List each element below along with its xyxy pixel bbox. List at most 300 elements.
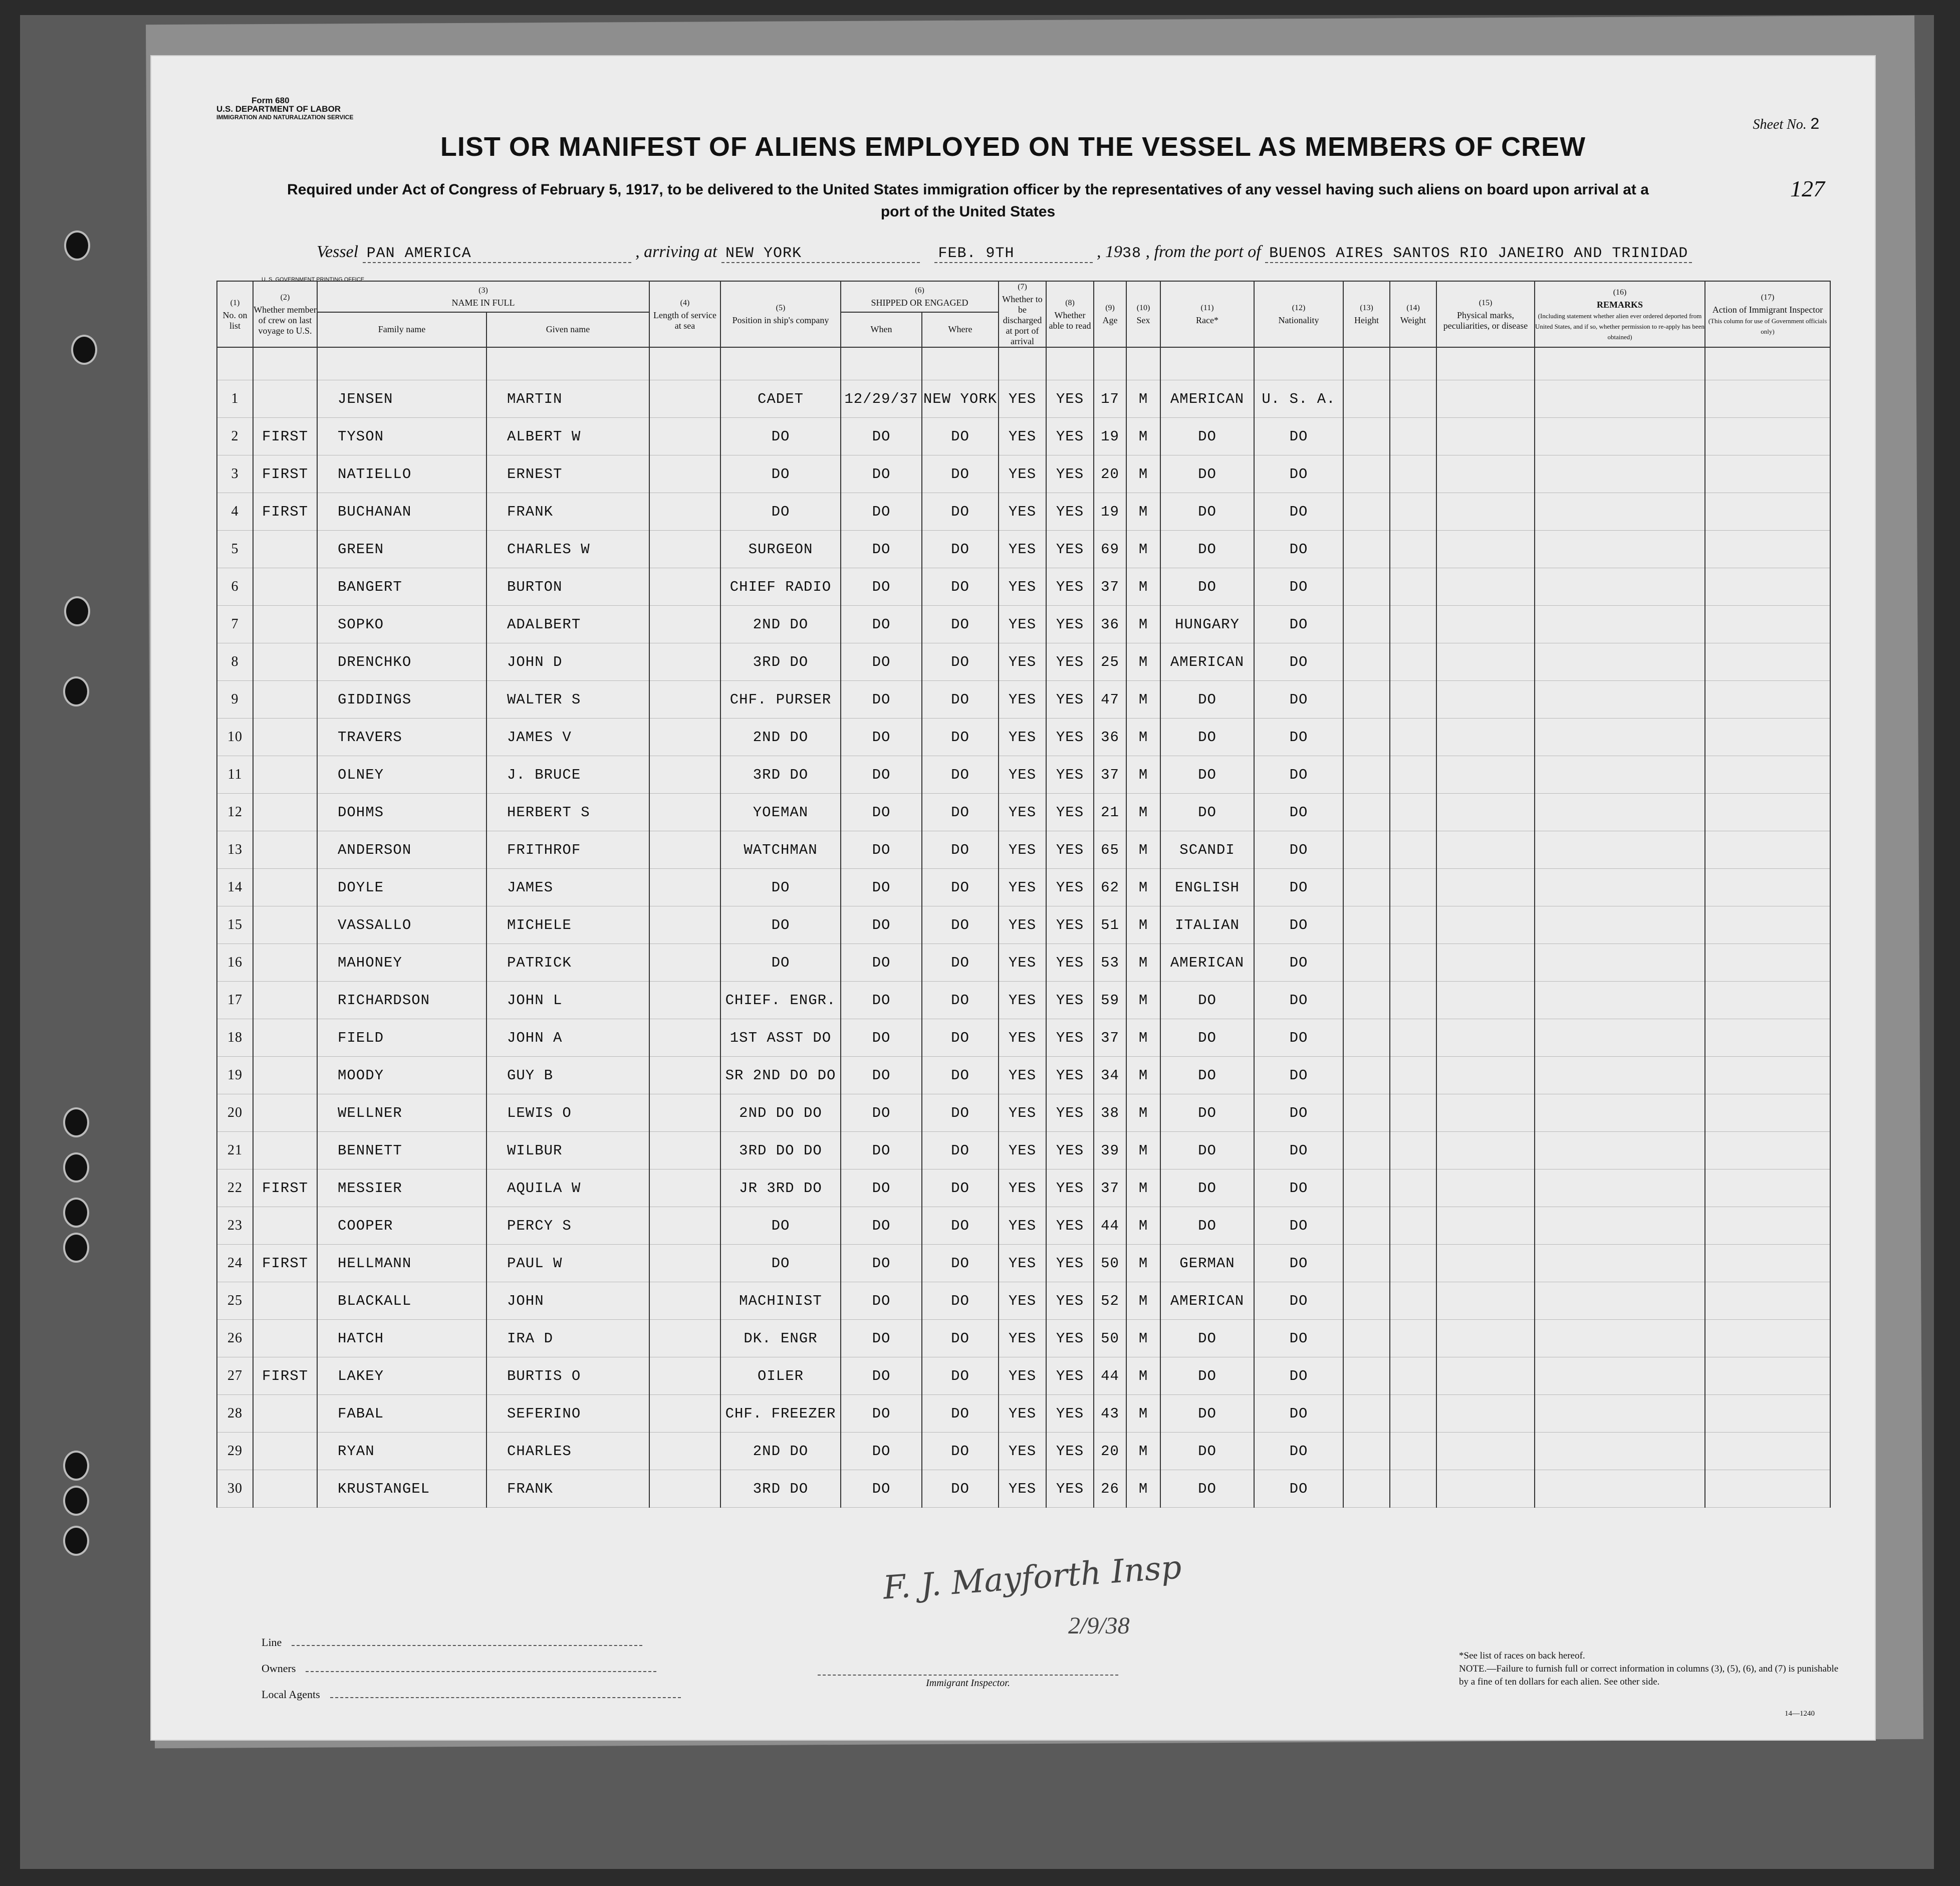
list-number-cell: 4 bbox=[217, 493, 253, 531]
sex-cell: M bbox=[1126, 1320, 1160, 1357]
header-length-of-service: (4) Length of service at sea bbox=[649, 281, 720, 347]
height-cell bbox=[1343, 982, 1390, 1019]
position-cell: 2ND DO bbox=[720, 1433, 841, 1470]
sex-cell: M bbox=[1126, 869, 1160, 906]
shipped-where-cell: DO bbox=[922, 1169, 999, 1207]
crew-row bbox=[217, 1395, 1830, 1433]
shipped-where-cell: DO bbox=[922, 531, 999, 568]
physical-marks-cell bbox=[1436, 1433, 1535, 1470]
discharged-cell: YES bbox=[999, 681, 1046, 719]
discharged-cell: YES bbox=[999, 1057, 1046, 1094]
given-name-cell: J. BRUCE bbox=[486, 756, 649, 794]
physical-marks-cell bbox=[1436, 1094, 1535, 1132]
inspector-action-cell bbox=[1705, 493, 1830, 531]
inspector-action-cell bbox=[1705, 982, 1830, 1019]
shipped-when-cell: DO bbox=[841, 719, 922, 756]
crew-row bbox=[217, 1019, 1830, 1057]
sex-cell: M bbox=[1126, 455, 1160, 493]
race-cell: DO bbox=[1160, 1094, 1254, 1132]
nationality-cell: DO bbox=[1254, 756, 1343, 794]
physical-marks-cell bbox=[1436, 493, 1535, 531]
race-cell: DO bbox=[1160, 681, 1254, 719]
remarks-cell bbox=[1535, 606, 1705, 643]
length-of-service-cell bbox=[649, 568, 720, 606]
length-of-service-cell bbox=[649, 1132, 720, 1169]
family-name-cell: MOODY bbox=[317, 1057, 486, 1094]
sex-cell: M bbox=[1126, 1169, 1160, 1207]
physical-marks-cell bbox=[1436, 869, 1535, 906]
position-cell: 1ST ASST DO bbox=[720, 1019, 841, 1057]
able-to-read-cell: YES bbox=[1046, 606, 1094, 643]
sex-cell: M bbox=[1126, 944, 1160, 982]
height-cell bbox=[1343, 906, 1390, 944]
inspector-signature: F. J. Mayforth Insp bbox=[882, 1549, 1183, 1607]
discharged-cell: YES bbox=[999, 1132, 1046, 1169]
height-cell bbox=[1343, 380, 1390, 418]
last-voyage-cell bbox=[253, 831, 317, 869]
length-of-service-cell bbox=[649, 831, 720, 869]
length-of-service-cell bbox=[649, 1019, 720, 1057]
position-cell: MACHINIST bbox=[720, 1282, 841, 1320]
service-name: IMMIGRATION AND NATURALIZATION SERVICE bbox=[216, 114, 354, 121]
age-cell: 19 bbox=[1094, 493, 1126, 531]
inspector-action-cell bbox=[1705, 869, 1830, 906]
race-cell: DO bbox=[1160, 1320, 1254, 1357]
inspector-action-cell bbox=[1705, 1169, 1830, 1207]
length-of-service-cell bbox=[649, 719, 720, 756]
shipped-when-cell: DO bbox=[841, 418, 922, 455]
able-to-read-cell: YES bbox=[1046, 418, 1094, 455]
age-cell: 43 bbox=[1094, 1395, 1126, 1433]
crew-row bbox=[217, 1132, 1830, 1169]
shipped-when-cell: DO bbox=[841, 794, 922, 831]
given-name-cell: CHARLES bbox=[486, 1433, 649, 1470]
weight-cell bbox=[1390, 831, 1436, 869]
header-shipped-engaged: (6) SHIPPED OR ENGAGED bbox=[841, 281, 999, 312]
discharged-cell: YES bbox=[999, 1094, 1046, 1132]
remarks-cell bbox=[1535, 1019, 1705, 1057]
last-voyage-cell bbox=[253, 1132, 317, 1169]
last-voyage-cell bbox=[253, 719, 317, 756]
position-cell: DO bbox=[720, 418, 841, 455]
nationality-cell: DO bbox=[1254, 531, 1343, 568]
position-cell: 3RD DO bbox=[720, 756, 841, 794]
discharged-cell: YES bbox=[999, 756, 1046, 794]
inspector-action-cell bbox=[1705, 756, 1830, 794]
weight-cell bbox=[1390, 982, 1436, 1019]
shipped-where-cell: DO bbox=[922, 1320, 999, 1357]
discharged-cell: YES bbox=[999, 1169, 1046, 1207]
given-name-cell: FRANK bbox=[486, 1470, 649, 1508]
shipped-where-cell: DO bbox=[922, 643, 999, 681]
signature-date: 2/9/38 bbox=[1068, 1612, 1130, 1639]
length-of-service-cell bbox=[649, 418, 720, 455]
sex-cell: M bbox=[1126, 380, 1160, 418]
list-number-cell: 24 bbox=[217, 1245, 253, 1282]
binder-hole bbox=[63, 1486, 89, 1516]
nationality-cell: DO bbox=[1254, 906, 1343, 944]
shipped-when-cell: DO bbox=[841, 1395, 922, 1433]
race-cell: GERMAN bbox=[1160, 1245, 1254, 1282]
age-cell: 36 bbox=[1094, 606, 1126, 643]
weight-cell bbox=[1390, 606, 1436, 643]
able-to-read-cell: YES bbox=[1046, 794, 1094, 831]
height-cell bbox=[1343, 418, 1390, 455]
weight-cell bbox=[1390, 944, 1436, 982]
inspector-action-cell bbox=[1705, 1320, 1830, 1357]
remarks-cell bbox=[1535, 906, 1705, 944]
nationality-cell: DO bbox=[1254, 1433, 1343, 1470]
height-cell bbox=[1343, 719, 1390, 756]
inspector-action-cell bbox=[1705, 1433, 1830, 1470]
discharged-cell: YES bbox=[999, 944, 1046, 982]
able-to-read-cell: YES bbox=[1046, 1320, 1094, 1357]
last-voyage-cell bbox=[253, 1057, 317, 1094]
weight-cell bbox=[1390, 1282, 1436, 1320]
nationality-cell: DO bbox=[1254, 418, 1343, 455]
height-cell bbox=[1343, 568, 1390, 606]
able-to-read-cell: YES bbox=[1046, 982, 1094, 1019]
remarks-cell bbox=[1535, 1207, 1705, 1245]
year-prefix: , 19 bbox=[1097, 243, 1122, 261]
nationality-cell: DO bbox=[1254, 455, 1343, 493]
inspector-action-cell bbox=[1705, 719, 1830, 756]
nationality-cell: DO bbox=[1254, 1282, 1343, 1320]
shipped-when-cell: DO bbox=[841, 606, 922, 643]
race-cell: AMERICAN bbox=[1160, 1282, 1254, 1320]
line-field: Line bbox=[262, 1629, 681, 1656]
crew-row bbox=[217, 756, 1830, 794]
shipped-where-cell: DO bbox=[922, 1245, 999, 1282]
shipped-when-cell: 12/29/37 bbox=[841, 380, 922, 418]
list-number-cell: 11 bbox=[217, 756, 253, 794]
age-cell: 47 bbox=[1094, 681, 1126, 719]
last-voyage-cell: FIRST bbox=[253, 493, 317, 531]
shipped-where-cell: DO bbox=[922, 719, 999, 756]
inspector-action-cell bbox=[1705, 418, 1830, 455]
length-of-service-cell bbox=[649, 380, 720, 418]
able-to-read-cell: YES bbox=[1046, 1207, 1094, 1245]
discharged-cell: YES bbox=[999, 493, 1046, 531]
shipped-where-cell: DO bbox=[922, 1057, 999, 1094]
height-cell bbox=[1343, 944, 1390, 982]
physical-marks-cell bbox=[1436, 418, 1535, 455]
sex-cell: M bbox=[1126, 681, 1160, 719]
able-to-read-cell: YES bbox=[1046, 455, 1094, 493]
list-number-cell: 1 bbox=[217, 380, 253, 418]
nationality-cell: DO bbox=[1254, 944, 1343, 982]
header-weight: (14) Weight bbox=[1390, 281, 1436, 347]
discharged-cell: YES bbox=[999, 1357, 1046, 1395]
remarks-cell bbox=[1535, 756, 1705, 794]
sex-cell: M bbox=[1126, 606, 1160, 643]
remarks-cell bbox=[1535, 1282, 1705, 1320]
manifest-sheet bbox=[150, 55, 1876, 1741]
shipped-where-cell: DO bbox=[922, 794, 999, 831]
last-voyage-cell bbox=[253, 643, 317, 681]
page-subtitle bbox=[241, 179, 1694, 223]
able-to-read-cell: YES bbox=[1046, 380, 1094, 418]
inspector-action-cell bbox=[1705, 568, 1830, 606]
given-name-cell: ADALBERT bbox=[486, 606, 649, 643]
header-discharged: (7) Whether to be discharged at port of arrival bbox=[999, 281, 1046, 347]
shipped-where-cell: DO bbox=[922, 1282, 999, 1320]
header-position: (5) Position in ship's company bbox=[720, 281, 841, 347]
shipped-when-cell: DO bbox=[841, 1019, 922, 1057]
able-to-read-cell: YES bbox=[1046, 531, 1094, 568]
list-number-cell: 2 bbox=[217, 418, 253, 455]
family-name-cell: BANGERT bbox=[317, 568, 486, 606]
physical-marks-cell bbox=[1436, 756, 1535, 794]
arrival-date: FEB. 9TH bbox=[934, 245, 1093, 263]
family-name-cell: JENSEN bbox=[317, 380, 486, 418]
inspector-action-cell bbox=[1705, 1019, 1830, 1057]
nationality-cell: DO bbox=[1254, 1057, 1343, 1094]
race-cell: ENGLISH bbox=[1160, 869, 1254, 906]
family-name-cell: FABAL bbox=[317, 1395, 486, 1433]
penalty-note: NOTE.—Failure to furnish full or correct information in columns (3), (5), (6), and (7) is punishable by a fine of ten dollars for each alien. See other side. bbox=[1459, 1664, 1839, 1687]
length-of-service-cell bbox=[649, 1433, 720, 1470]
last-voyage-cell bbox=[253, 681, 317, 719]
age-cell: 62 bbox=[1094, 869, 1126, 906]
last-voyage-cell bbox=[253, 568, 317, 606]
family-name-cell: WELLNER bbox=[317, 1094, 486, 1132]
binder-hole bbox=[64, 596, 90, 626]
race-cell: AMERICAN bbox=[1160, 944, 1254, 982]
able-to-read-cell: YES bbox=[1046, 1057, 1094, 1094]
physical-marks-cell bbox=[1436, 1282, 1535, 1320]
shipped-when-cell: DO bbox=[841, 756, 922, 794]
discharged-cell: YES bbox=[999, 1395, 1046, 1433]
last-voyage-cell bbox=[253, 1094, 317, 1132]
sex-cell: M bbox=[1126, 1433, 1160, 1470]
header-name-in-full: (3) NAME IN FULL bbox=[317, 281, 649, 312]
shipped-when-cell: DO bbox=[841, 455, 922, 493]
list-number-cell: 28 bbox=[217, 1395, 253, 1433]
remarks-cell bbox=[1535, 380, 1705, 418]
remarks-cell bbox=[1535, 719, 1705, 756]
shipped-when-cell: DO bbox=[841, 643, 922, 681]
physical-marks-cell bbox=[1436, 643, 1535, 681]
sex-cell: M bbox=[1126, 794, 1160, 831]
list-number-cell: 13 bbox=[217, 831, 253, 869]
age-cell: 17 bbox=[1094, 380, 1126, 418]
age-cell: 37 bbox=[1094, 1019, 1126, 1057]
length-of-service-cell bbox=[649, 869, 720, 906]
last-voyage-cell: FIRST bbox=[253, 1357, 317, 1395]
height-cell bbox=[1343, 455, 1390, 493]
physical-marks-cell bbox=[1436, 906, 1535, 944]
weight-cell bbox=[1390, 1433, 1436, 1470]
inspector-action-cell bbox=[1705, 455, 1830, 493]
binder-hole bbox=[64, 230, 90, 261]
physical-marks-cell bbox=[1436, 1395, 1535, 1433]
vessel-label: Vessel bbox=[317, 243, 359, 261]
age-cell: 39 bbox=[1094, 1132, 1126, 1169]
able-to-read-cell: YES bbox=[1046, 1395, 1094, 1433]
header-age: (9) Age bbox=[1094, 281, 1126, 347]
position-cell: 3RD DO bbox=[720, 643, 841, 681]
shipped-when-cell: DO bbox=[841, 1094, 922, 1132]
family-name-cell: TYSON bbox=[317, 418, 486, 455]
able-to-read-cell: YES bbox=[1046, 869, 1094, 906]
position-cell: CADET bbox=[720, 380, 841, 418]
able-to-read-cell: YES bbox=[1046, 1470, 1094, 1508]
inspector-action-cell bbox=[1705, 1357, 1830, 1395]
height-cell bbox=[1343, 831, 1390, 869]
age-cell: 20 bbox=[1094, 455, 1126, 493]
form-header bbox=[216, 96, 353, 122]
able-to-read-cell: YES bbox=[1046, 1282, 1094, 1320]
age-cell: 59 bbox=[1094, 982, 1126, 1019]
last-voyage-cell bbox=[253, 1320, 317, 1357]
shipped-when-cell: DO bbox=[841, 869, 922, 906]
family-name-cell: HATCH bbox=[317, 1320, 486, 1357]
physical-marks-cell bbox=[1436, 794, 1535, 831]
race-cell: DO bbox=[1160, 455, 1254, 493]
family-name-cell: TRAVERS bbox=[317, 719, 486, 756]
blank-row bbox=[217, 347, 1830, 380]
given-name-cell: WALTER S bbox=[486, 681, 649, 719]
weight-cell bbox=[1390, 380, 1436, 418]
able-to-read-cell: YES bbox=[1046, 719, 1094, 756]
last-voyage-cell bbox=[253, 380, 317, 418]
header-nationality: (12) Nationality bbox=[1254, 281, 1343, 347]
position-cell: YOEMAN bbox=[720, 794, 841, 831]
remarks-cell bbox=[1535, 643, 1705, 681]
height-cell bbox=[1343, 1470, 1390, 1508]
sex-cell: M bbox=[1126, 1019, 1160, 1057]
height-cell bbox=[1343, 1357, 1390, 1395]
list-number-cell: 25 bbox=[217, 1282, 253, 1320]
length-of-service-cell bbox=[649, 455, 720, 493]
position-cell: CHIEF RADIO bbox=[720, 568, 841, 606]
position-cell: CHF. FREEZER bbox=[720, 1395, 841, 1433]
height-cell bbox=[1343, 1019, 1390, 1057]
weight-cell bbox=[1390, 869, 1436, 906]
nationality-cell: DO bbox=[1254, 1019, 1343, 1057]
crew-row bbox=[217, 531, 1830, 568]
remarks-cell bbox=[1535, 831, 1705, 869]
position-cell: 3RD DO bbox=[720, 1470, 841, 1508]
sex-cell: M bbox=[1126, 906, 1160, 944]
family-name-cell: GREEN bbox=[317, 531, 486, 568]
inspector-action-cell bbox=[1705, 794, 1830, 831]
nationality-cell: DO bbox=[1254, 869, 1343, 906]
department-name: U.S. DEPARTMENT OF LABOR bbox=[216, 104, 341, 114]
list-number-cell: 18 bbox=[217, 1019, 253, 1057]
shipped-where-cell: NEW YORK bbox=[922, 380, 999, 418]
age-cell: 50 bbox=[1094, 1320, 1126, 1357]
list-number-cell: 12 bbox=[217, 794, 253, 831]
weight-cell bbox=[1390, 455, 1436, 493]
physical-marks-cell bbox=[1436, 1320, 1535, 1357]
inspector-action-cell bbox=[1705, 1245, 1830, 1282]
sex-cell: M bbox=[1126, 493, 1160, 531]
header-given-name: Given name bbox=[486, 312, 649, 347]
race-cell: DO bbox=[1160, 1395, 1254, 1433]
discharged-cell: YES bbox=[999, 906, 1046, 944]
header-height: (13) Height bbox=[1343, 281, 1390, 347]
race-cell: DO bbox=[1160, 1132, 1254, 1169]
header-when: When bbox=[841, 312, 922, 347]
shipped-where-cell: DO bbox=[922, 1470, 999, 1508]
position-cell: 3RD DO DO bbox=[720, 1132, 841, 1169]
family-name-cell: KRUSTANGEL bbox=[317, 1470, 486, 1508]
shipped-where-cell: DO bbox=[922, 1207, 999, 1245]
race-cell: DO bbox=[1160, 531, 1254, 568]
printer-mark: U. S. GOVERNMENT PRINTING OFFICE bbox=[262, 277, 365, 283]
race-cell: DO bbox=[1160, 1169, 1254, 1207]
nationality-cell: DO bbox=[1254, 1320, 1343, 1357]
header-able-to-read: (8) Whether able to read bbox=[1046, 281, 1094, 347]
list-number-cell: 7 bbox=[217, 606, 253, 643]
shipped-when-cell: DO bbox=[841, 1357, 922, 1395]
length-of-service-cell bbox=[649, 531, 720, 568]
position-cell: SR 2ND DO DO bbox=[720, 1057, 841, 1094]
list-number-cell: 15 bbox=[217, 906, 253, 944]
weight-cell bbox=[1390, 794, 1436, 831]
length-of-service-cell bbox=[649, 794, 720, 831]
last-voyage-cell bbox=[253, 1019, 317, 1057]
crew-row bbox=[217, 906, 1830, 944]
given-name-cell: GUY B bbox=[486, 1057, 649, 1094]
age-cell: 25 bbox=[1094, 643, 1126, 681]
remarks-cell bbox=[1535, 1132, 1705, 1169]
list-number-cell: 20 bbox=[217, 1094, 253, 1132]
race-cell: AMERICAN bbox=[1160, 380, 1254, 418]
shipped-where-cell: DO bbox=[922, 831, 999, 869]
able-to-read-cell: YES bbox=[1046, 756, 1094, 794]
physical-marks-cell bbox=[1436, 1357, 1535, 1395]
given-name-cell: BURTON bbox=[486, 568, 649, 606]
shipped-where-cell: DO bbox=[922, 869, 999, 906]
sheet-number-value: 2 bbox=[1810, 115, 1820, 134]
remarks-cell bbox=[1535, 568, 1705, 606]
race-cell: DO bbox=[1160, 719, 1254, 756]
crew-row bbox=[217, 1357, 1830, 1395]
race-cell: DO bbox=[1160, 1470, 1254, 1508]
crew-row bbox=[217, 944, 1830, 982]
length-of-service-cell bbox=[649, 681, 720, 719]
age-cell: 19 bbox=[1094, 418, 1126, 455]
length-of-service-cell bbox=[649, 1207, 720, 1245]
able-to-read-cell: YES bbox=[1046, 831, 1094, 869]
able-to-read-cell: YES bbox=[1046, 906, 1094, 944]
remarks-cell bbox=[1535, 1169, 1705, 1207]
discharged-cell: YES bbox=[999, 1282, 1046, 1320]
form-number: Form 680 bbox=[252, 96, 290, 105]
sex-cell: M bbox=[1126, 1094, 1160, 1132]
remarks-cell bbox=[1535, 455, 1705, 493]
position-cell: DO bbox=[720, 869, 841, 906]
position-cell: OILER bbox=[720, 1357, 841, 1395]
list-number-cell: 19 bbox=[217, 1057, 253, 1094]
crew-row bbox=[217, 568, 1830, 606]
shipped-when-cell: DO bbox=[841, 982, 922, 1019]
height-cell bbox=[1343, 1395, 1390, 1433]
weight-cell bbox=[1390, 1207, 1436, 1245]
given-name-cell: IRA D bbox=[486, 1320, 649, 1357]
list-number-cell: 26 bbox=[217, 1320, 253, 1357]
header-family-name: Family name bbox=[317, 312, 486, 347]
discharged-cell: YES bbox=[999, 606, 1046, 643]
nationality-cell: DO bbox=[1254, 568, 1343, 606]
list-number-cell: 27 bbox=[217, 1357, 253, 1395]
weight-cell bbox=[1390, 493, 1436, 531]
height-cell bbox=[1343, 606, 1390, 643]
weight-cell bbox=[1390, 643, 1436, 681]
